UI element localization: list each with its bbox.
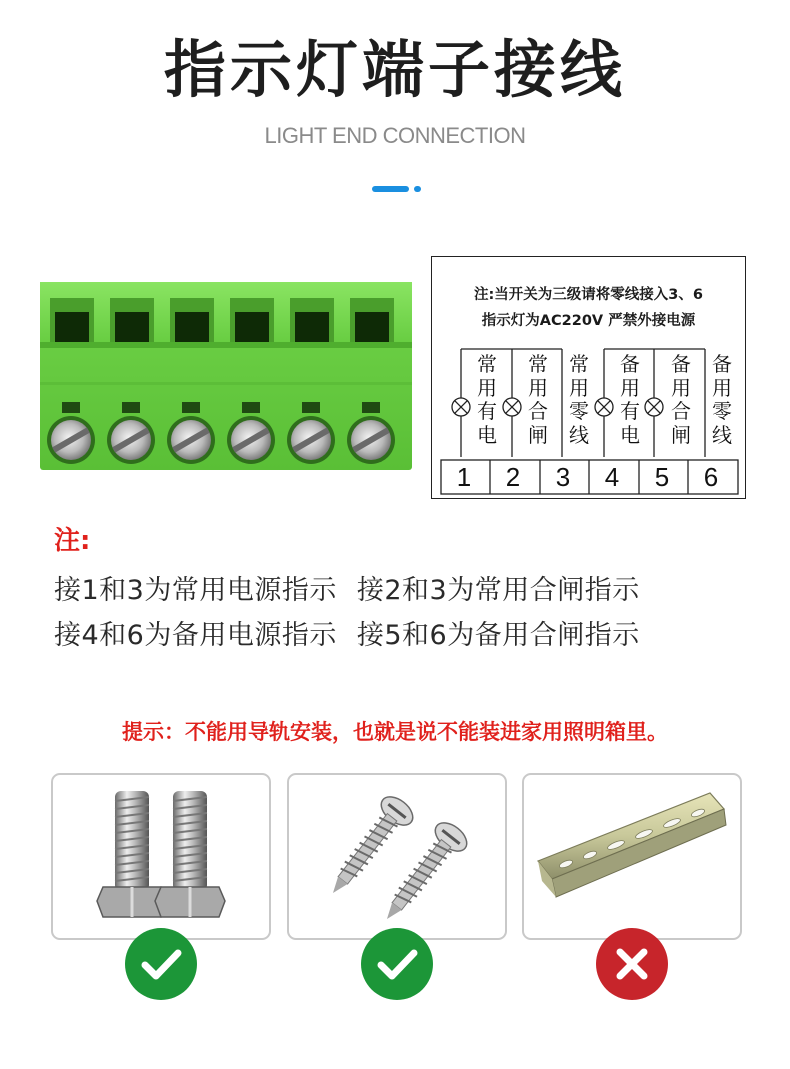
terminal-block-image bbox=[40, 282, 412, 470]
terminal-label-6: 备用零线 bbox=[712, 352, 732, 447]
terminal-label-1: 常用有电 bbox=[477, 352, 497, 447]
terminal-number-3: 3 bbox=[555, 462, 571, 492]
terminal-label-3: 常用零线 bbox=[569, 352, 589, 447]
terminal-label-5: 备用合闸 bbox=[671, 352, 691, 447]
wiring-note-line1: 注:当开关为三级请将零线接入3、6 bbox=[474, 287, 703, 303]
accent-dot bbox=[414, 186, 421, 192]
note-common-closing: 接2和3为常用合闸指示 bbox=[356, 575, 640, 606]
page-title: 指示灯端子接线 bbox=[163, 33, 626, 106]
terminal-number-5: 5 bbox=[654, 462, 670, 492]
allowed-check-icon bbox=[125, 928, 197, 1000]
terminal-number-1: 1 bbox=[456, 462, 472, 492]
forbidden-x-icon bbox=[596, 928, 668, 1000]
accent-bar bbox=[372, 186, 409, 192]
wiring-note-line2: 指示灯为AC220V 严禁外接电源 bbox=[481, 313, 696, 329]
card-hex-bolts bbox=[51, 773, 271, 940]
terminal-number-2: 2 bbox=[505, 462, 521, 492]
card-din-rail bbox=[522, 773, 742, 940]
lamp-icon bbox=[452, 398, 470, 416]
lamp-icon bbox=[503, 398, 521, 416]
hex-bolts-image bbox=[53, 775, 269, 938]
lamp-icon bbox=[645, 398, 663, 416]
card-self-tapping-screws bbox=[287, 773, 507, 940]
screw-top bbox=[319, 791, 418, 904]
screws-image bbox=[289, 775, 505, 938]
mounting-tip: 提示：不能用导轨安装，也就是说不能装进家用照明箱里。 bbox=[122, 720, 668, 744]
allowed-check-icon bbox=[361, 928, 433, 1000]
terminal-label-4: 备用有电 bbox=[620, 352, 640, 447]
note-common-power: 接1和3为常用电源指示 bbox=[54, 575, 337, 606]
lamp-icon bbox=[595, 398, 613, 416]
note-backup-closing: 接5和6为备用合闸指示 bbox=[356, 620, 640, 651]
bolt-right bbox=[155, 791, 225, 917]
page-subtitle: LIGHT END CONNECTION bbox=[264, 123, 526, 148]
din-rail-image bbox=[524, 775, 740, 938]
note-backup-power: 接4和6为备用电源指示 bbox=[54, 620, 337, 651]
screw-bottom bbox=[373, 817, 472, 930]
notes-line-2 bbox=[54, 613, 640, 652]
terminal-label-2: 常用合闸 bbox=[528, 352, 548, 447]
notes-heading: 注: bbox=[54, 526, 91, 556]
terminal-number-4: 4 bbox=[604, 462, 620, 492]
terminal-number-6: 6 bbox=[703, 462, 719, 492]
notes-line-1 bbox=[54, 568, 640, 607]
